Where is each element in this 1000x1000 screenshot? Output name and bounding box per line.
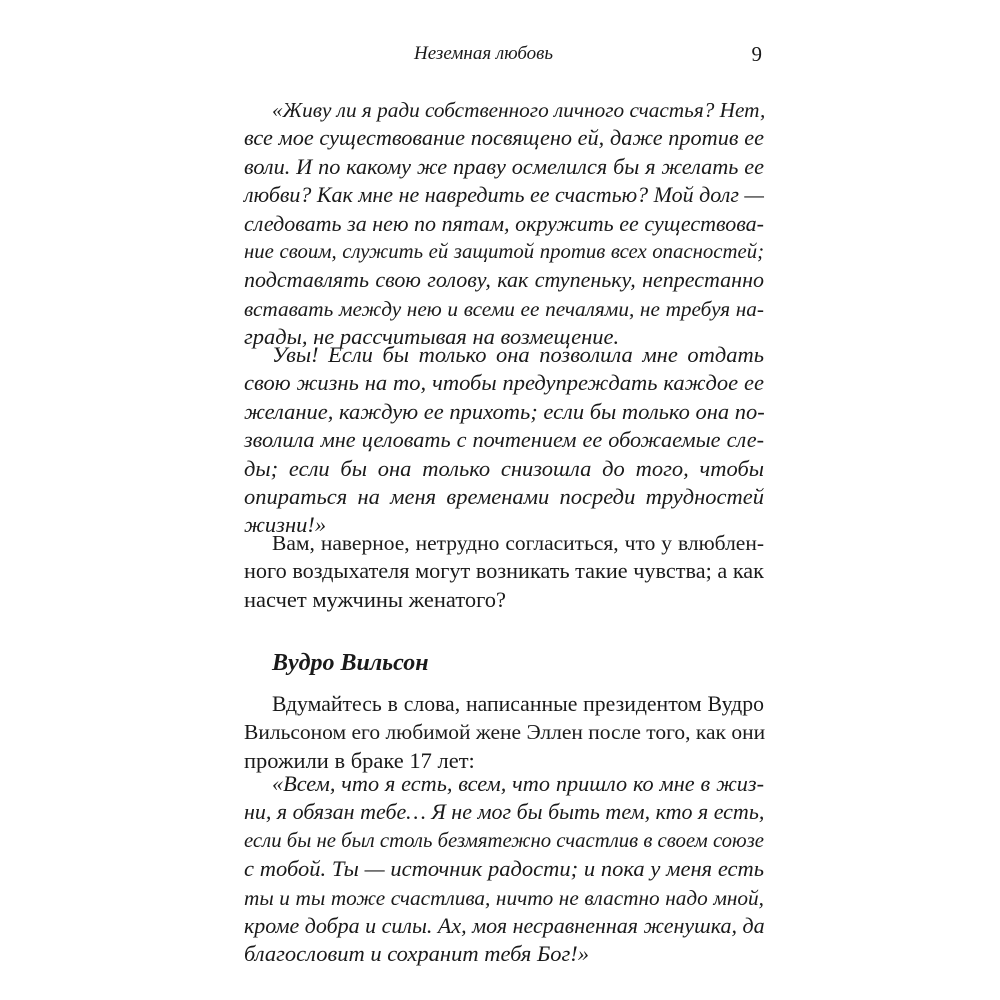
text-line: вставать между нею и всеми ее печалями, не требуя на- [244, 296, 764, 321]
text-line: ного воздыхателя могут возникать такие чувства; а как [244, 558, 764, 584]
body-paragraph-1 [244, 529, 764, 614]
text-line: Вдумайтесь в слова, написанные президентом Вудро [272, 692, 764, 716]
text-line: Вам, наверное, нетрудно согласиться, что у влюблен- [272, 531, 764, 555]
book-page [244, 0, 764, 1000]
body-paragraph-2 [244, 690, 764, 775]
text-line: ние своим, служить ей защитой против всех опасностей; [244, 240, 764, 263]
quote-paragraph-3 [244, 770, 764, 969]
text-line: благословит и сохранит тебя Бог!» [244, 941, 590, 967]
text-line: воли. И по какому же праву осмелился бы я желать ее [244, 153, 764, 179]
text-line: следовать за нею по пятам, окружить ее существова- [244, 210, 764, 236]
quote-paragraph-1 [244, 96, 764, 352]
running-head [244, 40, 764, 68]
quote-paragraph-2 [244, 341, 764, 540]
text-line: грады, не рассчитывая на возмещение. [244, 324, 620, 350]
text-line: желание, каждую ее прихоть; если бы только она по- [244, 398, 765, 424]
text-line: с тобой. Ты — источник радости; и пока у меня есть [244, 856, 764, 882]
text-line: ни, я обязан тебе… Я не мог бы быть тем, кто я есть, [244, 799, 765, 825]
text-line: жизни!» [244, 512, 327, 538]
text-line: насчет мужчины женатого? [244, 586, 507, 612]
text-line: зволила мне целовать с почтением ее обожаемые сле- [244, 427, 764, 453]
text-line: все мое существование посвящено ей, даже против ее [244, 125, 764, 151]
text-line: Вильсоном его любимой жене Эллен после того, как они [244, 720, 766, 745]
text-line: ды; если бы она только снизошла до того, чтобы [244, 455, 764, 481]
section-heading: Вудро Вильсон [272, 650, 429, 676]
text-line: опираться на меня временами посреди трудностей [244, 483, 764, 509]
text-line: Увы! Если бы только она позволила мне отдать [272, 342, 764, 367]
text-line: прожили в браке 17 лет: [244, 747, 475, 773]
text-line: подставлять свою голову, как ступеньку, непрестанно [244, 267, 764, 293]
text-line: свою жизнь на то, чтобы предупреждать каждое ее [244, 370, 764, 396]
text-line: «Живу ли я ради собственного личного счастья? Нет, [272, 98, 766, 122]
running-title: Неземная любовь [414, 43, 554, 64]
text-line: ты и ты тоже счастлива, ничто не властно надо мной, [244, 885, 764, 910]
text-line: если бы не был столь безмятежно счастлив в своем союзе [244, 829, 764, 852]
page-number: 9 [751, 42, 762, 66]
text-line: кроме добра и силы. Ах, моя несравненная женушка, да [244, 912, 765, 938]
text-line: любви? Как мне не навредить ее счастью? Мой долг — [244, 182, 764, 208]
text-line: «Всем, что я есть, всем, что пришло ко мне в жиз- [272, 771, 764, 796]
